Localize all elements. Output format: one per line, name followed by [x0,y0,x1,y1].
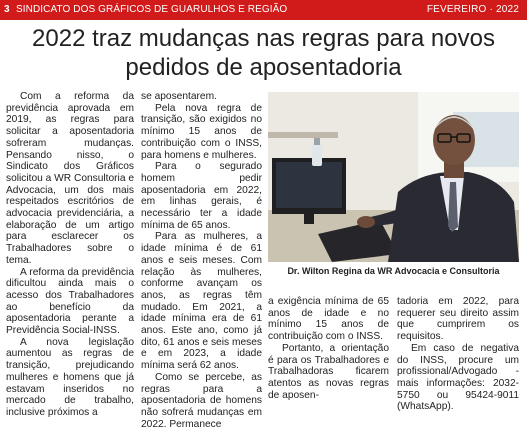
paragraph: se aposentarem. [141,91,217,102]
paragraph: Para o segurado homem pedir aposentadoria em 2022, em linhas gerais, é necessário ter a idade mínima de 65 anos. [141,161,262,231]
page-header [0,0,527,20]
photo-caption: Dr. Wilton Regina da WR Advocacia e Consultoria [287,266,500,276]
paragraph: Para as mulheres, a idade mínima é de 61 anos e seis meses. Com relação às mulheres, conforme avançam os anos, as regras têm mudado. Em 2021, a idade mínima era de 61 anos. Este ano, como já dito, 61 anos e seis meses e em 2023, a idade mínima será 62 anos. [141,231,262,372]
paragraph: Pela nova regra de transição, são exigidos no mínimo 15 anos de contribuição com o INSS, para homens e mulheres. [141,102,262,161]
header-organization: SINDICATO DOS GRÁFICOS DE GUARULHOS E REGIÃO [16,4,288,15]
article-column-4 [397,296,519,413]
header-date: FEVEREIRO · 2022 [426,4,519,15]
paragraph: Em caso de negativa do INSS, procure um profissional/Advogado - mais informações: 2032-5750 ou 95424-9011 (WhatsApp). [397,342,519,413]
article-column-1 [6,91,134,419]
article-title [0,24,527,82]
paragraph: a exigência mínima de 65 anos de idade e no mínimo 15 anos de contribuição com o INSS. [268,296,389,343]
page-number: 3 [4,4,10,15]
paragraph: Portanto, a orientação é para os Trabalhadores e Trabalhadoras ficarem atentos as novas regras de aposen- [268,342,389,401]
article-column-2 [141,91,262,430]
paragraph: A reforma da previdência dificultou ainda mais o acesso dos Trabalhadores ao benefício da aposentadoria perante a Previdência Social-INSS. [6,266,134,337]
article-column-3 [268,296,389,401]
article-title-line2: pedidos de aposentadoria [125,54,402,81]
article-photo [268,92,519,262]
article-title-line1: 2022 traz mudanças nas regras para novos [32,25,495,52]
paragraph: tadoria em 2022, para requerer seu direito assim que cumprirem os requisitos. [397,296,519,343]
paragraph: Como se percebe, as regras para a aposentadoria de homens não sofrerá mudanças em 2022. Permanece [141,371,262,430]
paragraph: Com a reforma da previdência aprovada em 2019, as regras para solicitar a aposentadoria sofreram mudanças. Pensando nisso, o Sindicato dos Gráficos solicitou a WR Consultoria e Advocacia, um dos mais respeitados escritórios de advocacia previdenciária, a elaboração de um artigo para esclarecer os Trabalhadores sobre o tema. [6,91,134,266]
paragraph: A nova legislação aumentou as regras de transição, prejudicando mulheres e homens que já estavam inseridos no mercado de trabalho, inclusive próximos a [6,336,134,418]
photo-illustration [268,92,519,262]
